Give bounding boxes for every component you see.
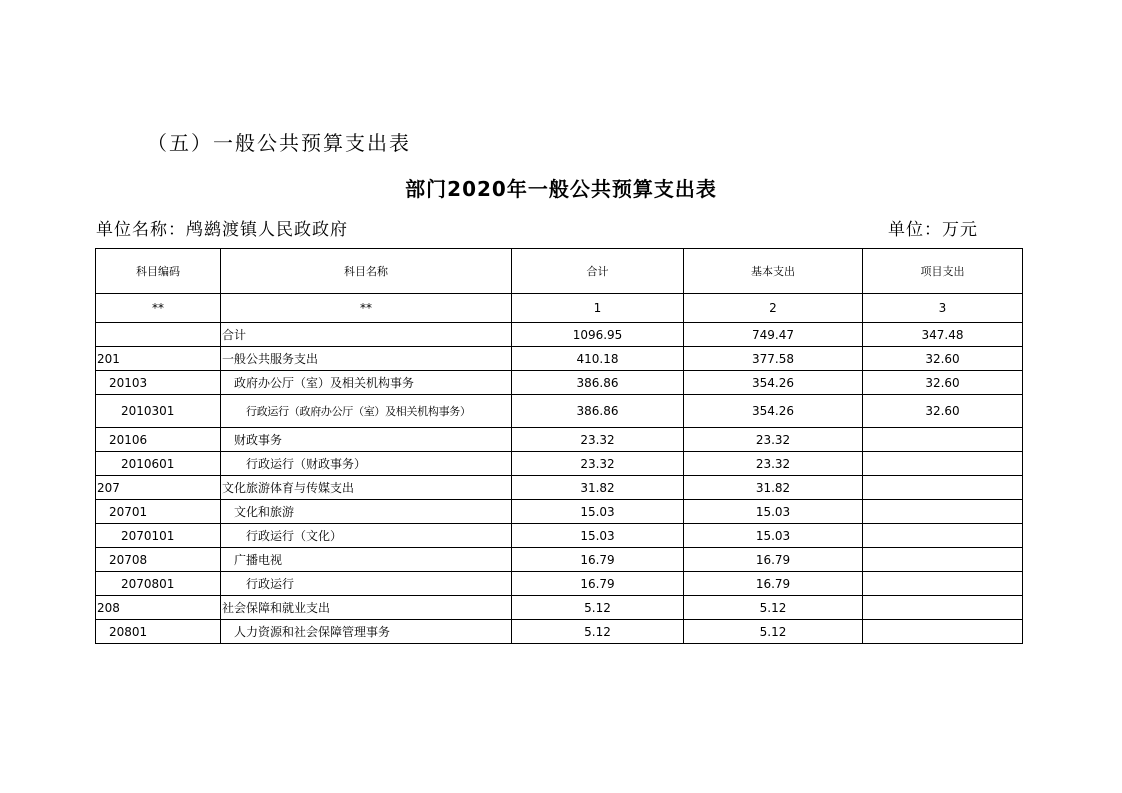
- row-project: [863, 596, 1023, 620]
- table-row: [96, 476, 1023, 500]
- row-total: 5.12: [512, 620, 684, 644]
- row-basic: 16.79: [684, 548, 863, 572]
- table-row: [96, 572, 1023, 596]
- row-total: 15.03: [512, 524, 684, 548]
- row-project: [863, 428, 1023, 452]
- row-name: 政府办公厅（室）及相关机构事务: [221, 371, 512, 395]
- row-code: 2010601: [96, 452, 221, 476]
- row-code: [96, 323, 221, 347]
- table-row: [96, 500, 1023, 524]
- index-row: [96, 294, 1023, 323]
- row-code: 2010301: [96, 395, 221, 428]
- row-name: 财政事务: [221, 428, 512, 452]
- row-total: 31.82: [512, 476, 684, 500]
- row-total: 410.18: [512, 347, 684, 371]
- index-project: 3: [863, 294, 1023, 323]
- row-project: [863, 500, 1023, 524]
- row-basic: 16.79: [684, 572, 863, 596]
- row-name: 行政运行（文化）: [221, 524, 512, 548]
- row-project: [863, 572, 1023, 596]
- row-project: 32.60: [863, 371, 1023, 395]
- row-name: 行政运行: [221, 572, 512, 596]
- row-name: 文化旅游体育与传媒支出: [221, 476, 512, 500]
- row-total: 16.79: [512, 572, 684, 596]
- row-code: 20701: [96, 500, 221, 524]
- section-heading: （五）一般公共预算支出表: [147, 131, 411, 155]
- table-row: [96, 524, 1023, 548]
- row-code: 20103: [96, 371, 221, 395]
- table-row: [96, 452, 1023, 476]
- table-title: 部门2020年一般公共预算支出表: [405, 177, 717, 201]
- row-total: 5.12: [512, 596, 684, 620]
- table-row: [96, 371, 1023, 395]
- row-project: 32.60: [863, 347, 1023, 371]
- row-total: 23.32: [512, 428, 684, 452]
- table-row: [96, 620, 1023, 644]
- row-code: 20801: [96, 620, 221, 644]
- row-project: [863, 452, 1023, 476]
- row-project: [863, 620, 1023, 644]
- row-code: 207: [96, 476, 221, 500]
- row-name: 文化和旅游: [221, 500, 512, 524]
- table-row: [96, 323, 1023, 347]
- row-basic: 23.32: [684, 428, 863, 452]
- table-row: [96, 596, 1023, 620]
- row-name: 行政运行（财政事务）: [221, 452, 512, 476]
- row-total: 386.86: [512, 395, 684, 428]
- row-code: 2070801: [96, 572, 221, 596]
- index-name: **: [221, 294, 512, 323]
- row-name: 社会保障和就业支出: [221, 596, 512, 620]
- row-project: [863, 524, 1023, 548]
- unit-label: 单位：万元: [888, 220, 978, 240]
- row-project: [863, 548, 1023, 572]
- row-project: 32.60: [863, 395, 1023, 428]
- table-row: [96, 548, 1023, 572]
- row-project: 347.48: [863, 323, 1023, 347]
- column-header-code: 科目编码: [96, 249, 221, 294]
- row-name: 行政运行（政府办公厅（室）及相关机构事务）: [221, 395, 512, 428]
- row-code: 208: [96, 596, 221, 620]
- index-code: **: [96, 294, 221, 323]
- row-name: 合计: [221, 323, 512, 347]
- table-header-row: [96, 249, 1023, 294]
- row-code: 20106: [96, 428, 221, 452]
- row-total: 386.86: [512, 371, 684, 395]
- row-basic: 377.58: [684, 347, 863, 371]
- row-basic: 31.82: [684, 476, 863, 500]
- row-basic: 5.12: [684, 596, 863, 620]
- table-row: [96, 395, 1023, 428]
- row-name: 一般公共服务支出: [221, 347, 512, 371]
- row-code: 201: [96, 347, 221, 371]
- row-total: 23.32: [512, 452, 684, 476]
- row-name: 广播电视: [221, 548, 512, 572]
- column-header-basic: 基本支出: [684, 249, 863, 294]
- table-row: [96, 347, 1023, 371]
- row-total: 15.03: [512, 500, 684, 524]
- index-basic: 2: [684, 294, 863, 323]
- row-code: 20708: [96, 548, 221, 572]
- row-total: 1096.95: [512, 323, 684, 347]
- row-basic: 23.32: [684, 452, 863, 476]
- row-basic: 354.26: [684, 371, 863, 395]
- row-name: 人力资源和社会保障管理事务: [221, 620, 512, 644]
- row-basic: 354.26: [684, 395, 863, 428]
- row-basic: 5.12: [684, 620, 863, 644]
- budget-expenditure-table: [95, 248, 1023, 644]
- table-row: [96, 428, 1023, 452]
- row-code: 2070101: [96, 524, 221, 548]
- row-basic: 15.03: [684, 500, 863, 524]
- row-total: 16.79: [512, 548, 684, 572]
- column-header-name: 科目名称: [221, 249, 512, 294]
- index-total: 1: [512, 294, 684, 323]
- column-header-project: 项目支出: [863, 249, 1023, 294]
- unit-name: 单位名称：鸬鹚渡镇人民政政府: [96, 220, 348, 240]
- column-header-total: 合计: [512, 249, 684, 294]
- row-basic: 15.03: [684, 524, 863, 548]
- row-project: [863, 476, 1023, 500]
- row-basic: 749.47: [684, 323, 863, 347]
